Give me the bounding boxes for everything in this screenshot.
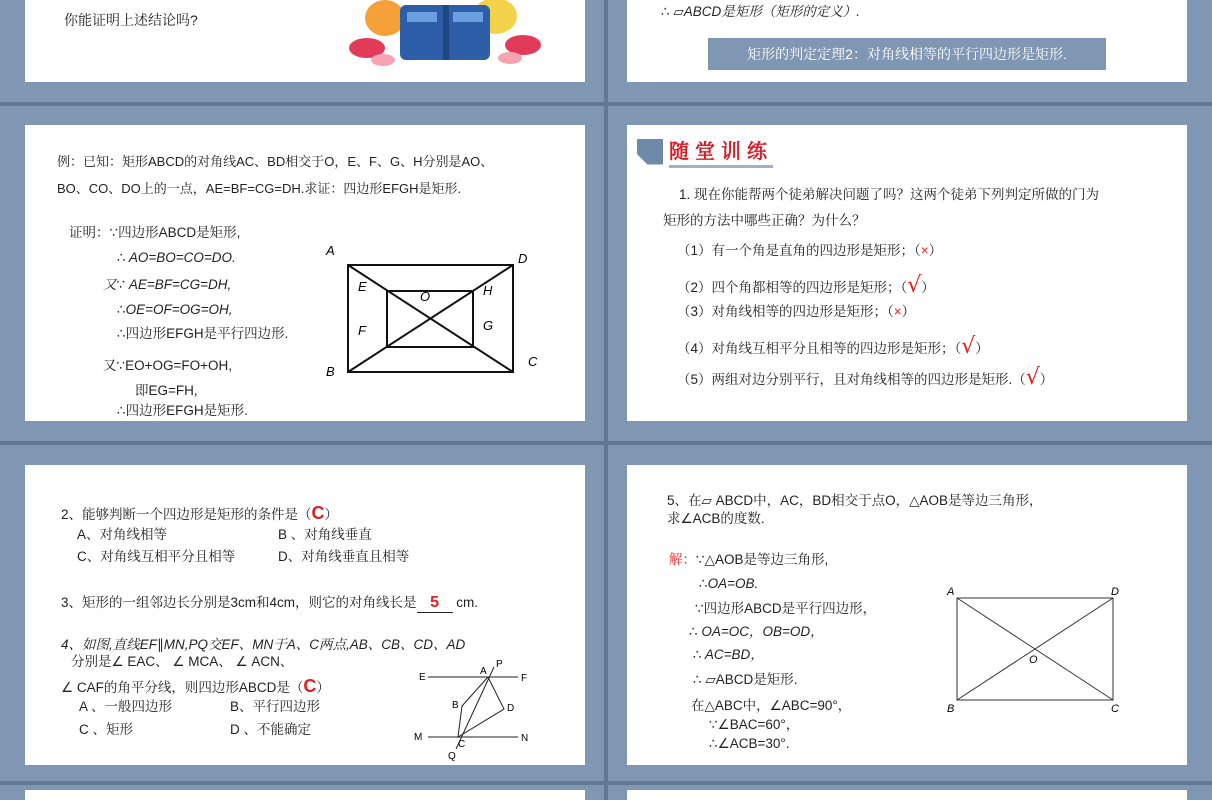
label-N: N — [521, 733, 529, 744]
label-F: F — [358, 323, 366, 338]
slide-example — [25, 125, 585, 421]
solution-line: ∵四边形ABCD是平行四边形， — [695, 601, 877, 616]
label-O: O — [420, 289, 431, 304]
label-H: H — [483, 283, 493, 298]
solution-line: ∴ AC=BD， — [693, 647, 764, 662]
proof-line: ∴四边形EFGH是平行四边形. — [117, 326, 289, 341]
theorem-banner: 矩形的判定定理2：对角线相等的平行四边形是矩形. — [708, 38, 1106, 70]
label-C: C — [458, 739, 466, 750]
label-D: D — [1111, 586, 1119, 598]
label-A: A — [326, 243, 335, 258]
q4-option: C 、矩形 — [79, 722, 133, 737]
label-F: F — [521, 673, 528, 684]
label-B: B — [947, 703, 955, 715]
example-line-2: BO、CO、DO上的一点，AE=BF=CG=DH.求证：四边形EFGH是矩形. — [57, 181, 462, 196]
label-C: C — [528, 354, 538, 369]
rectangle-abcd-diagram — [939, 580, 1154, 720]
q4-option: D 、不能确定 — [230, 722, 311, 737]
proof-line: 又∵EO+OG=FO+OH, — [103, 358, 232, 373]
solution-line: ∴∠ACB=30°. — [709, 736, 790, 751]
solution-line: 在△ABC中，∠ABC=90°， — [691, 698, 852, 713]
q3-answer-blank: 5 — [417, 593, 453, 613]
check-mark: √ — [907, 273, 922, 298]
slide-bottom-left-partial — [25, 790, 585, 800]
slide-top-right — [627, 0, 1187, 82]
answer-item: （3）对角线相等的四边形是矩形；（×） — [677, 304, 916, 319]
answer-item: （2）四个角都相等的四边形是矩形；（√） — [677, 273, 935, 298]
q2-option: A、对角线相等 — [77, 527, 168, 542]
slide-bottom-right-partial — [627, 790, 1187, 800]
solution-line: ∴ OA=OC，OB=OD， — [689, 624, 824, 639]
label-E: E — [419, 672, 426, 683]
label-A: A — [947, 586, 955, 598]
q1-line-1: 1. 现在你能帮两个徒弟解决问题了吗？这两个徒弟下列判定所做的门为 — [679, 187, 1100, 202]
label-Q: Q — [448, 751, 456, 761]
horizontal-divider — [0, 441, 1212, 445]
reading-kids-illustration — [345, 0, 555, 70]
practice-heading — [637, 135, 773, 168]
slide-top-left — [25, 0, 585, 82]
label-B: B — [326, 364, 335, 379]
label-D: D — [507, 703, 515, 714]
answer-item: （5）两组对边分别平行，且对角线相等的四边形是矩形.（√） — [677, 365, 1054, 390]
horizontal-divider — [0, 102, 1212, 106]
q2-option: C、对角线互相平分且相等 — [77, 549, 236, 564]
proof-line: 证明：∵四边形ABCD是矩形, — [69, 225, 241, 240]
example-line-1: 例：已知：矩形ABCD的对角线AC、BD相交于O，E、F、G、H分别是AO、 — [57, 154, 494, 169]
horizontal-divider — [0, 781, 1212, 785]
q4-option: A 、一般四边形 — [79, 699, 173, 714]
label-C: C — [1111, 703, 1119, 715]
proof-line: ∴ AO=BO=CO=DO. — [117, 250, 236, 265]
answer-item: （4）对角线互相平分且相等的四边形是矩形；（√） — [677, 334, 989, 359]
slide-exercises — [25, 465, 585, 765]
parallel-lines-diagram — [410, 657, 540, 761]
answer-item: （1）有一个角是直角的四边形是矩形；（×） — [677, 243, 943, 258]
slide-practice — [627, 125, 1187, 421]
label-A: A — [480, 666, 487, 677]
proof-line: 即EG=FH, — [135, 383, 198, 398]
slide-q5 — [627, 465, 1187, 765]
q4-line-2: 分别是∠ EAC、 ∠ MCA、 ∠ ACN、 — [71, 654, 294, 669]
q4-line-1: 4、如图,直线EF∥MN,PQ交EF、MN于A、C两点,AB、CB、CD、AD — [61, 637, 466, 652]
question-text: 你能证明上述结论吗? — [64, 12, 198, 28]
label-B: B — [452, 700, 459, 711]
label-D: D — [518, 251, 528, 266]
conclusion-text: ∴ ▱ABCD是矩形（矩形的定义）. — [661, 4, 860, 19]
solution-label: 解： — [669, 552, 696, 567]
rectangle-diagram — [320, 235, 550, 385]
proof-line: ∴四边形EFGH是矩形. — [117, 403, 248, 418]
solution-line: 解：∵△AOB是等边三角形, — [669, 552, 829, 567]
cross-mark: × — [893, 304, 902, 319]
q2-text: 2、能够判断一个四边形是矩形的条件是（C） — [61, 503, 339, 523]
q5-line-2: 求∠ACB的度数. — [667, 511, 765, 526]
proof-line: 又∵ AE=BF=CG=DH, — [103, 277, 232, 292]
label-E: E — [358, 279, 367, 294]
q3-text: 3、矩形的一组邻边长分别是3cm和4cm，则它的对角线长是 5 cm. — [61, 593, 478, 613]
q2-answer: C — [311, 503, 325, 523]
check-mark: √ — [961, 334, 976, 359]
q4-answer: C — [303, 676, 317, 696]
label-O: O — [1029, 654, 1038, 666]
q2-option: B 、对角线垂直 — [278, 527, 372, 542]
q2-option: D、对角线垂直且相等 — [278, 549, 410, 564]
label-P: P — [496, 659, 503, 670]
solution-line: ∵∠BAC=60°， — [709, 717, 800, 732]
heading-marker-icon — [637, 139, 663, 165]
label-M: M — [414, 732, 423, 743]
vertical-divider — [604, 0, 608, 800]
cross-mark: × — [920, 243, 929, 258]
q4-line-3: ∠ CAF的角平分线，则四边形ABCD是（C） — [61, 676, 330, 696]
q5-line-1: 5、在▱ ABCD中，AC，BD相交于点O，△AOB是等边三角形， — [667, 493, 1043, 508]
heading-text: 随堂训练 — [669, 135, 773, 168]
q1-line-2: 矩形的方法中哪些正确？为什么？ — [663, 213, 866, 228]
solution-line: ∴ ▱ABCD是矩形. — [693, 672, 798, 687]
proof-line: ∴OE=OF=OG=OH, — [117, 302, 233, 317]
label-G: G — [483, 318, 494, 333]
check-mark: √ — [1025, 365, 1040, 390]
solution-line: ∴OA=OB. — [699, 576, 759, 591]
q4-option: B、平行四边形 — [230, 699, 321, 714]
